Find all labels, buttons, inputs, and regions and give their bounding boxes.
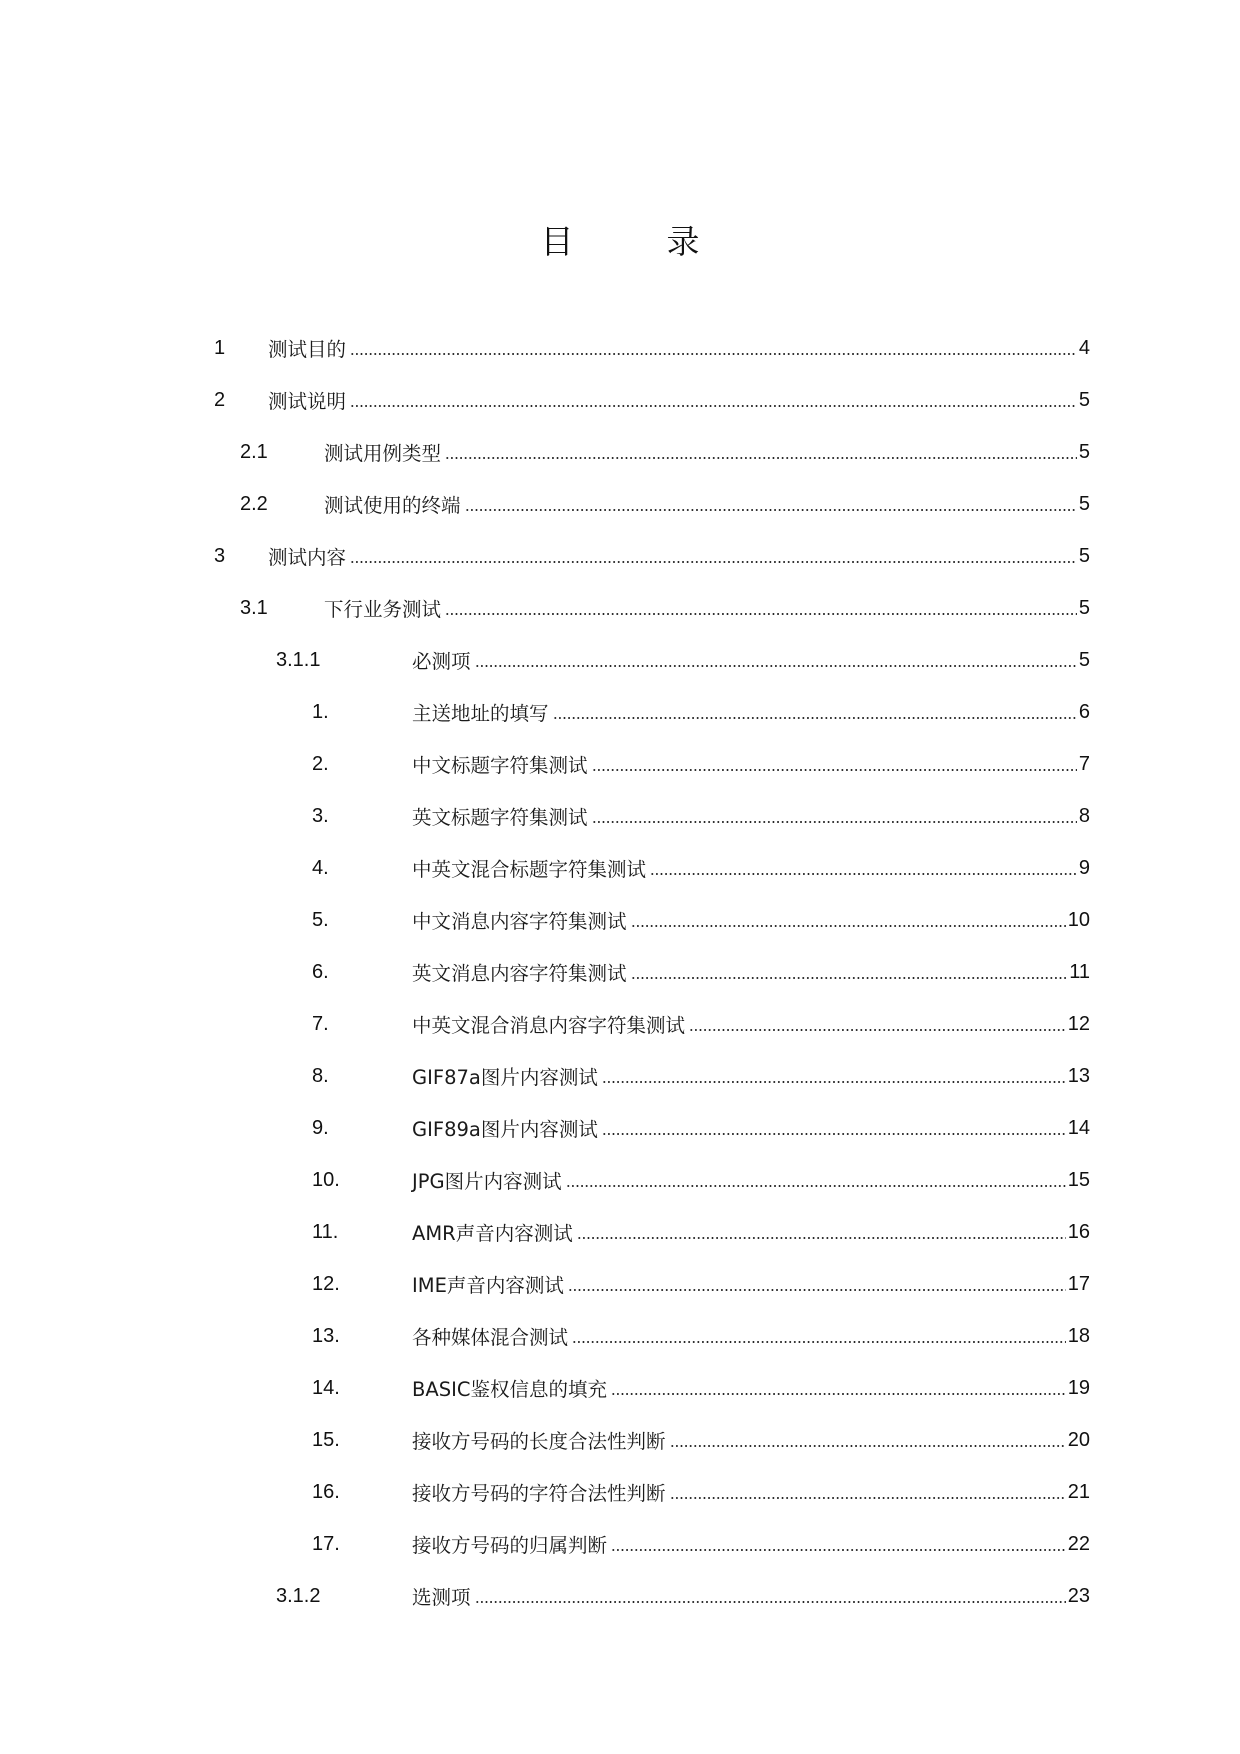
toc-entry-page-number: 12 [1067, 1012, 1090, 1035]
toc-entry-page-number: 23 [1067, 1584, 1090, 1607]
toc-entry-title: 测试说明 [268, 390, 347, 413]
toc-entry-page-number: 14 [1067, 1116, 1090, 1139]
toc-entry-body [412, 946, 1090, 998]
toc-entry-number: 6. [312, 961, 329, 983]
toc-dot-leader [475, 1601, 1066, 1603]
toc-dot-leader [602, 1133, 1066, 1135]
toc-entry-body [268, 374, 1090, 426]
toc-entry-body [412, 1154, 1090, 1206]
toc-entry[interactable] [0, 894, 1240, 946]
toc-entry[interactable] [0, 634, 1240, 686]
toc-entry-number: 16. [312, 1481, 340, 1503]
toc-entry-body [324, 478, 1090, 530]
toc-entry-number: 2.2 [240, 493, 268, 515]
toc-entry-page-number: 17 [1067, 1272, 1090, 1295]
toc-entry-body [412, 894, 1090, 946]
toc-entry-page-number: 4 [1078, 336, 1090, 359]
toc-dot-leader [689, 1029, 1066, 1031]
toc-entry[interactable] [0, 842, 1240, 894]
toc-entry-title: 英文标题字符集测试 [412, 806, 588, 829]
toc-entry-number: 2.1 [240, 441, 268, 463]
toc-entry[interactable] [0, 374, 1240, 426]
toc-entry-body [412, 1258, 1090, 1310]
toc-entry-title: 选测项 [412, 1586, 471, 1609]
toc-entry[interactable] [0, 1206, 1240, 1258]
toc-dot-leader [650, 873, 1077, 875]
toc-entry-title: 英文消息内容字符集测试 [412, 962, 627, 985]
toc-entry-number: 1. [312, 701, 329, 723]
table-of-contents [0, 322, 1240, 1622]
toc-entry[interactable] [0, 738, 1240, 790]
toc-entry-body [412, 1466, 1090, 1518]
toc-dot-leader [631, 977, 1068, 979]
toc-entry-page-number: 21 [1067, 1480, 1090, 1503]
toc-entry-number: 9. [312, 1117, 329, 1139]
toc-dot-leader [670, 1497, 1066, 1499]
toc-entry-page-number: 19 [1067, 1376, 1090, 1399]
toc-entry[interactable] [0, 426, 1240, 478]
toc-entry-title: 中英文混合消息内容字符集测试 [412, 1014, 686, 1037]
toc-entry-number: 10. [312, 1169, 340, 1191]
toc-entry[interactable] [0, 322, 1240, 374]
toc-entry-number: 1 [214, 337, 226, 359]
toc-entry[interactable] [0, 1466, 1240, 1518]
toc-entry[interactable] [0, 998, 1240, 1050]
toc-entry-number: 2 [214, 389, 226, 411]
toc-dot-leader [465, 509, 1077, 511]
toc-entry-title: BASIC鉴权信息的填充 [412, 1378, 607, 1401]
toc-entry-page-number: 7 [1078, 752, 1090, 775]
toc-entry-page-number: 5 [1078, 388, 1090, 411]
toc-dot-leader [350, 353, 1077, 355]
toc-entry-body [412, 1050, 1090, 1102]
toc-entry-number: 3.1.1 [276, 649, 321, 671]
toc-entry-body [412, 1518, 1090, 1570]
toc-entry-page-number: 20 [1067, 1428, 1090, 1451]
toc-entry-body [412, 1206, 1090, 1258]
toc-dot-leader [475, 665, 1077, 667]
toc-entry-number: 8. [312, 1065, 329, 1087]
toc-entry-body [412, 1570, 1090, 1622]
toc-entry-body [412, 686, 1090, 738]
toc-entry-page-number: 22 [1067, 1532, 1090, 1555]
toc-dot-leader [592, 769, 1077, 771]
toc-entry-body [412, 998, 1090, 1050]
toc-entry-page-number: 15 [1067, 1168, 1090, 1191]
toc-dot-leader [611, 1393, 1066, 1395]
toc-entry-title: AMR声音内容测试 [412, 1222, 573, 1245]
toc-entry-number: 13. [312, 1325, 340, 1347]
toc-entry[interactable] [0, 790, 1240, 842]
toc-entry-title: GIF89a图片内容测试 [412, 1118, 598, 1141]
toc-dot-leader [445, 613, 1077, 615]
toc-entry-body [412, 1310, 1090, 1362]
toc-entry-page-number: 6 [1078, 700, 1090, 723]
toc-entry[interactable] [0, 1518, 1240, 1570]
toc-entry-page-number: 11 [1069, 960, 1090, 983]
toc-entry-body [412, 790, 1090, 842]
toc-entry-body [324, 426, 1090, 478]
toc-entry-title: 测试使用的终端 [324, 494, 461, 517]
toc-entry-page-number: 5 [1078, 596, 1090, 619]
toc-dot-leader [631, 925, 1066, 927]
toc-dot-leader [670, 1445, 1066, 1447]
toc-entry-page-number: 8 [1078, 804, 1090, 827]
toc-entry-number: 3.1.2 [276, 1585, 321, 1607]
toc-entry[interactable] [0, 582, 1240, 634]
toc-title: 目 录 [540, 222, 730, 261]
toc-entry-page-number: 10 [1067, 908, 1090, 931]
toc-dot-leader [572, 1341, 1066, 1343]
toc-entry-number: 14. [312, 1377, 340, 1399]
toc-entry-page-number: 5 [1078, 544, 1090, 567]
toc-entry[interactable] [0, 1414, 1240, 1466]
toc-dot-leader [350, 405, 1077, 407]
toc-entry-number: 12. [312, 1273, 340, 1295]
toc-entry-title: 下行业务测试 [324, 598, 442, 621]
toc-entry-body [324, 582, 1090, 634]
toc-entry-number: 7. [312, 1013, 329, 1035]
toc-dot-leader [568, 1289, 1066, 1291]
toc-entry-title: 必测项 [412, 650, 471, 673]
toc-dot-leader [553, 717, 1077, 719]
toc-entry[interactable] [0, 1102, 1240, 1154]
toc-entry-body [412, 634, 1090, 686]
toc-entry-page-number: 16 [1067, 1220, 1090, 1243]
toc-entry-number: 11. [312, 1221, 339, 1243]
toc-entry[interactable] [0, 1154, 1240, 1206]
toc-entry[interactable] [0, 1362, 1240, 1414]
toc-entry-page-number: 18 [1067, 1324, 1090, 1347]
toc-entry-title: 测试用例类型 [324, 442, 442, 465]
toc-entry-page-number: 5 [1078, 492, 1090, 515]
toc-entry-title: 接收方号码的归属判断 [412, 1534, 608, 1557]
toc-entry[interactable] [0, 1050, 1240, 1102]
toc-entry-title: 主送地址的填写 [412, 702, 549, 725]
toc-dot-leader [592, 821, 1077, 823]
toc-entry[interactable] [0, 686, 1240, 738]
toc-entry-body [268, 530, 1090, 582]
toc-entry-page-number: 5 [1078, 648, 1090, 671]
toc-entry-body [412, 738, 1090, 790]
toc-dot-leader [611, 1549, 1066, 1551]
toc-entry[interactable] [0, 1258, 1240, 1310]
toc-entry-title: 中文标题字符集测试 [412, 754, 588, 777]
toc-entry-body [412, 1102, 1090, 1154]
toc-entry-body [268, 322, 1090, 374]
toc-entry-page-number: 13 [1067, 1064, 1090, 1087]
toc-entry-page-number: 5 [1078, 440, 1090, 463]
toc-entry[interactable] [0, 530, 1240, 582]
toc-entry[interactable] [0, 1310, 1240, 1362]
toc-dot-leader [566, 1185, 1066, 1187]
toc-entry-number: 4. [312, 857, 329, 879]
toc-entry-title: 测试内容 [268, 546, 347, 569]
toc-entry-number: 3.1 [240, 597, 268, 619]
toc-entry-title: GIF87a图片内容测试 [412, 1066, 598, 1089]
toc-entry-number: 15. [312, 1429, 340, 1451]
toc-entry-page-number: 9 [1078, 856, 1090, 879]
toc-entry-number: 2. [312, 753, 329, 775]
toc-entry-title: 各种媒体混合测试 [412, 1326, 569, 1349]
toc-entry-title: 测试目的 [268, 338, 347, 361]
toc-entry-number: 3 [214, 545, 226, 567]
toc-dot-leader [602, 1081, 1066, 1083]
toc-entry[interactable] [0, 946, 1240, 998]
toc-entry-title: 中文消息内容字符集测试 [412, 910, 627, 933]
toc-entry-title: 中英文混合标题字符集测试 [412, 858, 647, 881]
toc-entry-title: IME声音内容测试 [412, 1274, 564, 1297]
toc-entry-body [412, 1362, 1090, 1414]
toc-entry-title: 接收方号码的字符合法性判断 [412, 1482, 666, 1505]
toc-entry-number: 17. [312, 1533, 340, 1555]
toc-entry-body [412, 1414, 1090, 1466]
toc-entry-title: 接收方号码的长度合法性判断 [412, 1430, 666, 1453]
toc-entry-title: JPG图片内容测试 [412, 1170, 562, 1193]
toc-entry[interactable] [0, 478, 1240, 530]
toc-entry[interactable] [0, 1570, 1240, 1622]
toc-entry-number: 3. [312, 805, 329, 827]
toc-entry-body [412, 842, 1090, 894]
toc-dot-leader [577, 1237, 1066, 1239]
toc-dot-leader [350, 561, 1077, 563]
toc-entry-number: 5. [312, 909, 329, 931]
toc-dot-leader [445, 457, 1077, 459]
